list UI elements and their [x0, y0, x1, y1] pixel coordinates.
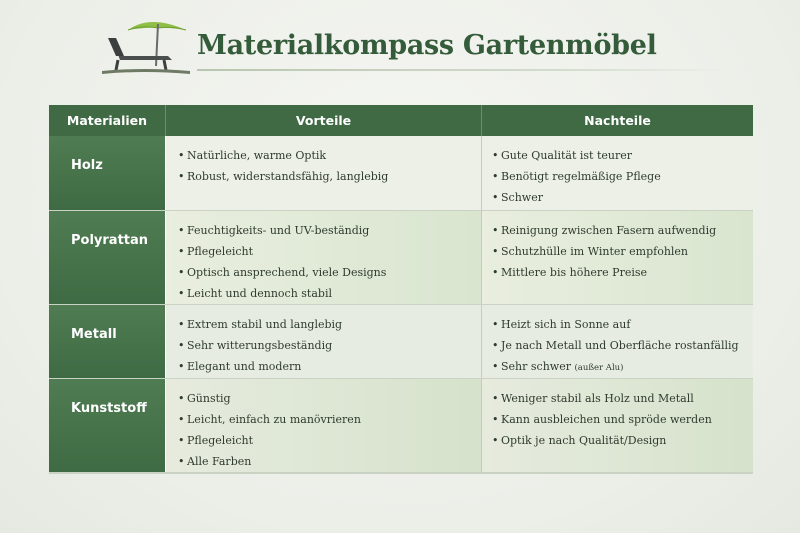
pros-cell — [166, 211, 482, 304]
table-row-kunststoff — [49, 378, 753, 472]
con-item: • Schutzhülle im Winter empfohlen — [492, 245, 689, 258]
pros-cell — [166, 379, 482, 472]
pro-item: • Günstig — [178, 392, 231, 405]
pro-item: • Sehr witterungsbeständig — [178, 339, 333, 352]
title-underline — [197, 69, 727, 71]
table-bottom-border — [49, 472, 753, 474]
con-item: • Benötigt regelmäßige Pflege — [492, 170, 661, 183]
material-name: Polyrattan — [49, 211, 166, 304]
pro-item: • Leicht, einfach zu manövrieren — [178, 413, 361, 426]
con-item: • Mittlere bis höhere Preise — [492, 266, 648, 279]
column-header-nachteile: Nachteile — [584, 113, 651, 128]
material-name: Metall — [49, 305, 166, 378]
header — [98, 18, 748, 80]
cons-cell — [482, 305, 753, 378]
con-item: • Reinigung zwischen Fasern aufwendig — [492, 224, 717, 237]
pro-item: • Leicht und dennoch stabil — [178, 287, 332, 300]
table-header — [49, 105, 753, 136]
sun-lounger-umbrella-icon — [98, 18, 193, 76]
cons-cell — [482, 136, 753, 210]
pro-item: • Pflegeleicht — [178, 434, 254, 447]
con-item: • Schwer — [492, 191, 543, 204]
con-item: • Je nach Metall und Oberfläche rostanfällig — [492, 339, 739, 352]
pro-item: • Extrem stabil und langlebig — [178, 318, 343, 331]
column-header-materialien: Materialien — [49, 105, 166, 136]
pro-item: • Optisch ansprechend, viele Designs — [178, 266, 387, 279]
con-item: • Gute Qualität ist teurer — [492, 149, 633, 162]
table-row-metall — [49, 304, 753, 378]
page-title: Materialkompass Gartenmöbel — [197, 30, 657, 61]
pros-cell — [166, 136, 482, 210]
con-item: • Kann ausbleichen und spröde werden — [492, 413, 712, 426]
table-row-holz — [49, 136, 753, 210]
pro-item: • Natürliche, warme Optik — [178, 149, 327, 162]
pro-item: • Robust, widerstandsfähig, langlebig — [178, 170, 389, 183]
con-item: • Heizt sich in Sonne auf — [492, 318, 631, 331]
con-item: • Weniger stabil als Holz und Metall — [492, 392, 694, 405]
pros-cell — [166, 305, 482, 378]
material-table — [49, 105, 753, 474]
pro-item: • Pflegeleicht — [178, 245, 254, 258]
con-note: (außer Alu) — [574, 363, 624, 373]
material-name: Holz — [49, 136, 166, 210]
con-item: • Sehr schwer (außer Alu) — [492, 360, 624, 373]
column-header-vorteile: Vorteile — [166, 105, 482, 136]
table-row-polyrattan — [49, 210, 753, 304]
pro-item: • Alle Farben — [178, 455, 252, 468]
pro-item: • Elegant und modern — [178, 360, 302, 373]
con-item: • Optik je nach Qualität/Design — [492, 434, 667, 447]
cons-cell — [482, 211, 753, 304]
pro-item: • Feuchtigkeits- und UV-beständig — [178, 224, 370, 237]
material-name: Kunststoff — [49, 379, 166, 472]
cons-cell — [482, 379, 753, 472]
